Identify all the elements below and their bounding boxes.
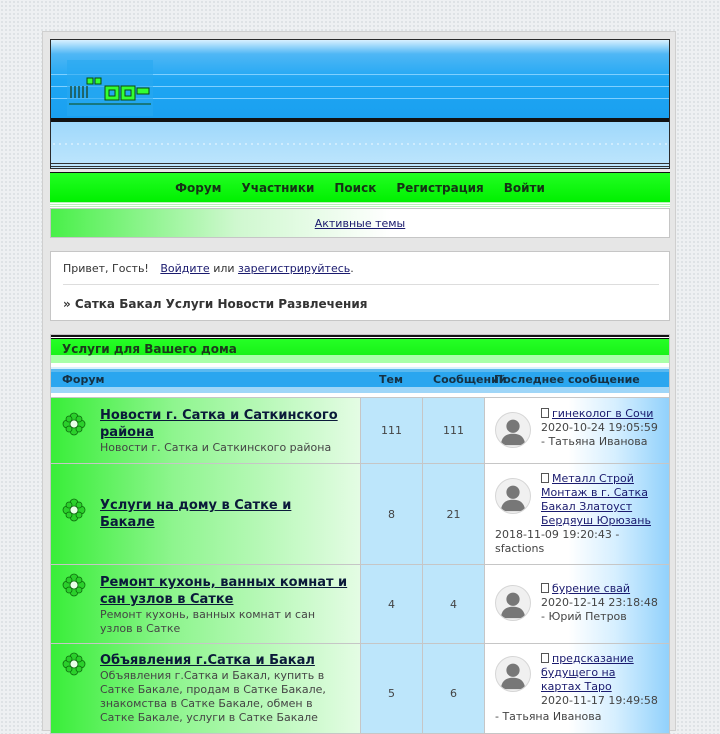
text-line: - Татьяна Иванова — [541, 435, 648, 448]
forum-name-link[interactable] — [100, 574, 350, 608]
login-link[interactable]: Войдите — [160, 262, 210, 275]
forum-cell — [51, 565, 361, 643]
text-line: Монтаж в г. Сатка — [541, 486, 648, 499]
last-post-info — [541, 472, 663, 528]
last-post-meta — [541, 421, 658, 448]
nav-search[interactable]: Поиск — [334, 180, 377, 195]
posts-count: 21 — [423, 464, 485, 564]
text-line: Новости г. Сатка и Саткинского района — [100, 441, 332, 454]
last-post-meta — [541, 596, 658, 623]
divider — [63, 284, 659, 285]
welcome-box — [50, 251, 670, 321]
topics-count: 5 — [361, 644, 423, 734]
nav-forum[interactable]: Форум — [175, 180, 222, 195]
text-line: знакомства в Сатке Бакале, обмен в — [100, 697, 313, 710]
text-line: бурение свай — [552, 582, 631, 595]
forum-icon — [62, 498, 86, 522]
register-link[interactable]: зарегистрируйтесь — [238, 262, 351, 275]
document-icon — [541, 653, 549, 663]
text-line: 2020-11-17 19:49:58 — [541, 694, 658, 707]
topics-count: 111 — [361, 398, 423, 463]
category-title: Услуги для Вашего дома — [62, 342, 237, 356]
last-post-info — [541, 582, 663, 624]
period-text: . — [350, 262, 354, 275]
last-post-author — [495, 528, 665, 556]
avatar[interactable] — [495, 478, 531, 514]
forum-name-link[interactable] — [100, 407, 350, 441]
text-line: Металл Строй — [552, 472, 634, 485]
text-line: 2020-12-14 23:18:48 — [541, 596, 658, 609]
text-line: Услуги на дому в Сатке и — [100, 498, 292, 513]
col-last-post: Последнее сообщение — [494, 373, 640, 386]
posts-count: 111 — [423, 398, 485, 463]
last-post-link[interactable] — [552, 407, 653, 420]
col-posts: Сообщений — [433, 373, 507, 386]
text-line: - Татьяна Иванова — [495, 710, 602, 723]
breadcrumb: » Сатка Бакал Услуги Новости Развлечения — [63, 297, 368, 311]
topics-count: 8 — [361, 464, 423, 564]
forum-category — [50, 334, 670, 734]
text-line: гинеколог в Сочи — [552, 407, 654, 420]
forum-row — [51, 397, 669, 463]
text-line: предсказание — [552, 652, 634, 665]
last-post-cell — [485, 398, 670, 463]
avatar[interactable] — [495, 656, 531, 692]
topics-count: 4 — [361, 565, 423, 643]
avatar[interactable] — [495, 585, 531, 621]
nav-login[interactable]: Войти — [503, 180, 545, 195]
forum-description — [100, 441, 350, 455]
text-line: будущего на — [541, 666, 616, 679]
forum-row — [51, 564, 669, 643]
text-line: 2020-10-24 19:05:59 — [541, 421, 658, 434]
text-line: Объявления г.Сатка и Бакал, купить в — [100, 669, 325, 682]
column-headers — [51, 367, 669, 393]
text-line: Новости г. Сатка и Саткинского — [100, 408, 338, 423]
site-header — [50, 39, 670, 169]
posts-count: 6 — [423, 644, 485, 734]
text-line: узлов в Сатке — [100, 622, 181, 635]
text-line: сан узлов в Сатке — [100, 592, 234, 607]
col-topics: Тем — [379, 373, 403, 386]
category-header — [51, 335, 669, 363]
forum-icon — [62, 412, 86, 436]
sub-navigation — [50, 208, 670, 238]
text-line: - Юрий Петров — [541, 610, 627, 623]
text-line: Бакал Златоуст — [541, 500, 633, 513]
last-post-meta — [541, 694, 658, 707]
last-post-cell — [485, 565, 670, 643]
active-topics-link[interactable]: Активные темы — [314, 216, 406, 230]
forum-icon — [62, 573, 86, 597]
text-line: района — [100, 425, 154, 440]
forum-name-link[interactable] — [100, 652, 350, 669]
forum-description — [100, 608, 350, 636]
posts-count: 4 — [423, 565, 485, 643]
text-line: Бердяуш Юрюзань — [541, 514, 651, 527]
text-line: картах Таро — [541, 680, 612, 693]
last-post-author — [495, 710, 665, 724]
document-icon — [541, 473, 549, 483]
greeting-text: Привет, Гость! — [63, 262, 149, 275]
text-line: Ремонт кухонь, ванных комнат и сан — [100, 608, 316, 621]
last-post-cell — [485, 644, 670, 734]
text-line: Сатке Бакале, услуги в Сатке Бакале — [100, 711, 318, 724]
forum-cell — [51, 644, 361, 734]
greeting-line — [63, 262, 354, 275]
last-post-link[interactable] — [541, 472, 651, 527]
text-line: Сатке Бакале, продам в Сатке Бакале, — [100, 683, 326, 696]
col-forum: Форум — [62, 373, 105, 386]
text-line: Объявления г.Сатка и Бакал — [100, 653, 315, 668]
nav-register[interactable]: Регистрация — [396, 180, 484, 195]
text-line: sfactions — [495, 542, 545, 555]
forum-description — [100, 669, 350, 725]
forum-cell — [51, 398, 361, 463]
last-post-cell — [485, 464, 670, 564]
document-icon — [541, 408, 549, 418]
forum-row — [51, 463, 669, 564]
document-icon — [541, 583, 549, 593]
page-wrapper — [42, 31, 676, 731]
forum-icon — [62, 652, 86, 676]
forum-row — [51, 643, 669, 734]
avatar[interactable] — [495, 412, 531, 448]
or-text: или — [213, 262, 235, 275]
forum-cell — [51, 464, 361, 564]
last-post-info — [541, 652, 663, 708]
text-line: Ремонт кухонь, ванных комнат и — [100, 575, 348, 590]
last-post-link[interactable] — [541, 652, 634, 693]
text-line: 2018-11-09 19:20:43 - — [495, 528, 620, 541]
nav-members[interactable]: Участники — [241, 180, 315, 195]
last-post-link[interactable] — [552, 582, 630, 595]
last-post-info — [541, 407, 663, 449]
main-navigation — [50, 172, 670, 202]
site-logo[interactable] — [65, 58, 155, 118]
text-line: Бакале — [100, 515, 155, 530]
header-banner — [51, 40, 669, 118]
forum-name-link[interactable] — [100, 497, 350, 531]
